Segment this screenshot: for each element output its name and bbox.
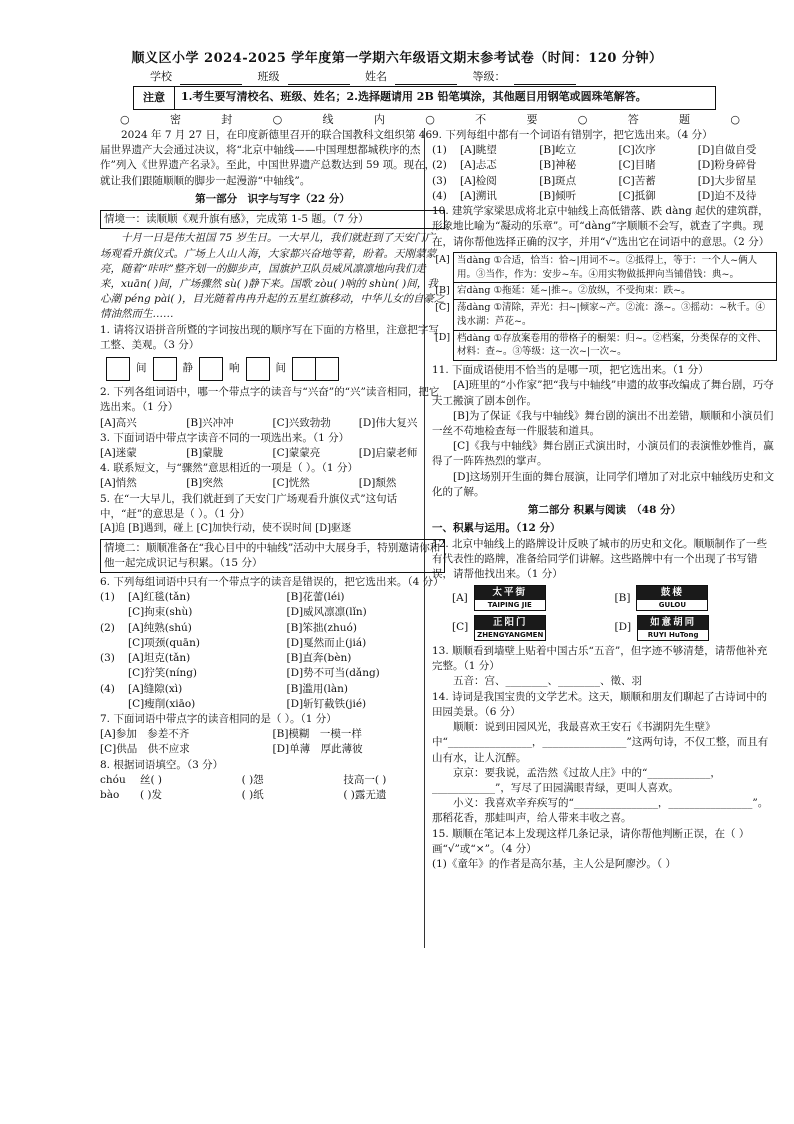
school-field[interactable] xyxy=(180,73,242,85)
q8-stem: 8. 根据词语填空。（3 分） xyxy=(100,758,224,771)
q7-options xyxy=(100,727,445,757)
group-number: (2) xyxy=(100,621,115,634)
option[interactable]: [D]伟大复兴 xyxy=(358,416,418,429)
dict-entry: 荡dàng ①清除，弄光：扫~|倾家~产。②流：涤~。③摇动：~秋千。④浅水湖：芦花~。 xyxy=(454,300,777,331)
q6-group-4 xyxy=(100,682,445,712)
option[interactable]: [C]项颈(quān) xyxy=(128,636,200,649)
q9-group-1 xyxy=(432,143,777,158)
seal-char: 要 xyxy=(526,113,538,126)
q12-stem: 12. 北京中轴线上的路牌设计反映了城市的历史和文化。顺顺制作了一些有代表性的路牌，准备给同学们讲解。这些路牌中有一个出现了书写错误，请帮他找出来。（1 分） xyxy=(432,537,768,580)
student-info-line xyxy=(150,69,750,85)
option[interactable]: [B]花蕾(léi) xyxy=(286,591,345,604)
grid-char: 静 xyxy=(182,362,193,375)
name-field[interactable] xyxy=(395,73,457,85)
sign-pinyin: GULOU xyxy=(658,600,687,609)
option[interactable]: [D]启蒙老师 xyxy=(358,446,418,459)
fill-blank[interactable]: ( )露无遗 xyxy=(343,789,387,802)
option[interactable]: [B]突然 xyxy=(186,477,224,490)
dict-row xyxy=(432,283,777,300)
option[interactable]: [A]忐忑 xyxy=(460,159,497,172)
q2-options xyxy=(100,416,445,431)
option[interactable]: [C]拘束(shù) xyxy=(128,606,193,619)
class-field[interactable] xyxy=(288,73,350,85)
q14-stem: 14. 诗词是我国宝贵的文学艺术。这天，顺顺和朋友们聊起了古诗词中的田园美景。（6 分） xyxy=(432,690,768,718)
q1-writing-grid xyxy=(106,357,445,381)
q7-stem: 7. 下面词语中带点字的读音相同的是（ ）。（1 分） xyxy=(100,712,337,725)
option[interactable]: [A]红毯(tǎn) xyxy=(128,591,191,604)
option[interactable]: [B]倾听 xyxy=(539,189,577,202)
right-column xyxy=(432,128,777,872)
grade-field[interactable] xyxy=(514,73,576,85)
q13-stem: 13. 顺顺看到墙壁上贴着中国古乐“五音”，但字迹不够清楚，请帮他补充完整。（1 分） xyxy=(432,644,768,673)
option[interactable]: [D]大步留星 xyxy=(697,174,757,187)
group-number: (3) xyxy=(100,652,115,665)
option[interactable]: [C]次序 xyxy=(618,144,656,157)
option[interactable]: [C]兴致勃勃 xyxy=(272,416,331,429)
q3-options xyxy=(100,446,445,461)
option[interactable]: [A]眺望 xyxy=(460,144,497,157)
option[interactable]: [B]直奔(bèn) xyxy=(286,652,352,665)
grid-char: 间 xyxy=(275,362,286,375)
option[interactable]: [D]迫不及待 xyxy=(697,189,757,202)
q6-group-3 xyxy=(100,651,445,681)
option[interactable]: [A]高兴 xyxy=(100,416,137,429)
option[interactable]: [B]神秘 xyxy=(539,159,577,172)
seal-line xyxy=(120,112,740,128)
school-label: 学校 xyxy=(150,70,172,83)
exam-title: 顺义区小学 2024-2025 学年度第一学期六年级语文期末参考试卷（时间：120 分钟） xyxy=(131,51,663,66)
grade-label: 等级： xyxy=(472,70,506,83)
option[interactable]: [A]班里的“小作家”把“我与中轴线”申遗的故事改编成了舞台剧，巧夺天工搬演了剧本创作。 xyxy=(432,379,774,407)
grid-char: 响 xyxy=(229,362,240,375)
situation1-box: 情境一：读顺顺《观升旗有感》，完成第 1-5 题。（7 分） xyxy=(100,210,445,229)
fill-blank[interactable]: ( )发 xyxy=(140,789,163,802)
seal-char: 内 xyxy=(373,113,385,126)
sign-chinese: 如意胡同 xyxy=(638,616,708,630)
option[interactable]: [C]蒙蒙亮 xyxy=(272,446,321,459)
option[interactable]: [D]这场别开生面的舞台展演，让同学们增加了对北京中轴线历史和文化的了解。 xyxy=(432,470,775,498)
q3-stem: 3. 下面词语中带点字读音不同的一项选出来。（1 分） xyxy=(100,431,350,444)
seal-char: 不 xyxy=(475,113,487,126)
street-sign xyxy=(474,585,546,611)
q10-dictionary-table xyxy=(432,252,777,361)
q9-group-2 xyxy=(432,158,777,173)
option[interactable]: [C]苦蓄 xyxy=(618,174,656,187)
option[interactable]: [C]狞笑(níng) xyxy=(128,667,198,680)
q9-group-3 xyxy=(432,174,777,189)
street-sign-option[interactable] xyxy=(452,615,615,641)
dict-entry: 当dàng ①合适，恰当：恰~|用词不~。②抵得上，等于：一个人~俩人用。③当作，作为：安步~车。④用实物做抵押向当铺借钱：典~。 xyxy=(454,252,777,283)
q8-row-chou xyxy=(100,773,445,788)
pinyin: bào xyxy=(100,789,120,802)
option-letter: [B] xyxy=(614,591,631,604)
option[interactable]: [A]悄然 xyxy=(100,477,137,490)
option[interactable]: [A]检阅 xyxy=(460,174,497,187)
option[interactable]: [B]为了保证《我与中轴线》舞台剧的演出不出差错，顺顺和小演员们一丝不苟地检查每一件服装和道具。 xyxy=(432,409,774,437)
q6-group-2 xyxy=(100,621,445,651)
fill-blank[interactable]: ( )怨 xyxy=(241,773,264,786)
option[interactable]: [A]纯熟(shú) xyxy=(128,621,192,634)
fill-blank[interactable]: 丝( ) xyxy=(140,773,163,786)
option[interactable]: [D]粉身碎骨 xyxy=(697,159,757,172)
street-sign-option[interactable] xyxy=(615,585,778,611)
writing-box[interactable] xyxy=(316,357,339,381)
writing-box[interactable] xyxy=(292,357,316,381)
q11-stem: 11. 下面成语使用不恰当的是哪一项，把它选出来。（1 分） xyxy=(432,364,709,377)
q2-stem: 2. 下列各组词语中，哪一个带点字的读音与“兴奋”的“兴”读音相同，把它选出来。（1 分） xyxy=(100,386,440,414)
q6-stem: 6. 下列每组词语中只有一个带点字的读音是错误的，把它选出来。（4 分） xyxy=(100,575,444,588)
q5-stem: 5. 在“一大早儿，我们就赶到了天安门广场观看升旗仪式”这句话中，“赶”的意思是（ ）。（1 分） xyxy=(100,492,398,520)
group-number: (1) xyxy=(100,591,115,604)
option[interactable]: [B]兴冲冲 xyxy=(186,416,234,429)
option[interactable]: [D]戛然而止(jiá) xyxy=(286,636,367,649)
writing-box[interactable] xyxy=(106,357,130,381)
situation2-box: 情境二：顺顺准备在“我心目中的中轴线”活动中大展身手，特别邀请你和他一起完成识记与积累。（15 分） xyxy=(100,539,445,573)
option[interactable]: [D]颓然 xyxy=(358,477,397,490)
q4-options xyxy=(100,476,445,491)
sign-chinese: 正阳门 xyxy=(475,616,545,630)
seal-char: 线 xyxy=(322,113,334,126)
reading-passage: 十月一日是伟大祖国 75 岁生日。一大早儿，我们就赶到了天安门广场观看升旗仪式。广场上人山人海，大家都兴奋地等着，盼着。天刚蒙蒙亮，随着“咔咔”整齐划一的脚步声，国旗护卫队员威风凛凛地向我们走来，xuān( )间，广场骤然 sù( )静下来。国歌 zòu( )响的 shùn( )间，我心潮 péng pài( )，目光随着冉冉升起的五星红旗移动，中华儿女的自豪之情油然而生…… xyxy=(100,232,445,321)
fill-blank[interactable]: 技高一( ) xyxy=(343,773,387,786)
q14-xiaoyi[interactable]: 小义：我喜欢辛弃疾写的“________________，________________”。那稻花香，那蛙叫声，给人带来丰收之喜。 xyxy=(432,797,769,825)
notice-text: 1.考生要写清校名、班级、姓名；2.选择题请用 2B 铅笔填涂，其他题目用钢笔或圆珠笔解答。 xyxy=(181,90,647,103)
q5-options[interactable]: [A]追 [B]遇到，碰上 [C]加快行动，使不误时间 [D]驱逐 xyxy=(100,523,351,535)
pinyin: chóu xyxy=(100,773,126,786)
notice-box xyxy=(133,86,716,110)
option-letter: [A] xyxy=(452,591,468,604)
street-sign xyxy=(474,615,546,641)
option[interactable]: [B]笨拙(zhuó) xyxy=(286,621,357,634)
option[interactable]: [C]目睹 xyxy=(618,159,656,172)
group-number: (1) xyxy=(432,144,447,157)
intro-paragraph: 2024 年 7 月 27 日，在印度新德里召开的联合国教科文组织第 46 届世界遗产大会通过决议，将“北京中轴线——中国理想都城秩序的杰作”列入《世界遗产名录》。至此，中国世界遗产总数达到 59 项。现在，就让我们跟随顺顺的脚步一起漫游“中轴线”。 xyxy=(100,129,436,187)
option[interactable]: [B]模糊 一模一样 xyxy=(272,728,362,741)
subsection-heading: 一、积累与运用。（12 分） xyxy=(432,522,561,535)
option[interactable]: [D]斩钉截铁(jié) xyxy=(286,697,367,710)
sign-pinyin: ZHENGYANGMEN xyxy=(477,630,544,639)
option-letter[interactable]: [A] xyxy=(435,254,450,266)
option[interactable]: [D]自做自受 xyxy=(697,144,757,157)
q15-item-1[interactable]: (1)《童年》的作者是高尔基，主人公是阿廖沙。（ ） xyxy=(432,858,676,871)
q14-shunshun[interactable]: 顺顺：说到田园风光，我最喜欢王安石《书湖阴先生壁》中“________________，________________”这两句诗，不仅工整，而且有山有水，让人沉醉。 xyxy=(432,721,769,764)
option[interactable]: [A]参加 参差不齐 xyxy=(100,728,190,741)
street-sign-option[interactable] xyxy=(615,615,778,641)
q8-row-bao xyxy=(100,788,445,803)
option[interactable]: [A]坦克(tǎn) xyxy=(128,652,191,665)
sign-chinese: 鼓楼 xyxy=(637,586,707,600)
option[interactable]: [B]屹立 xyxy=(539,144,577,157)
option[interactable]: [B]蒙胧 xyxy=(186,446,224,459)
q4-stem: 4. 联系短文，与“骤然”意思相近的一项是（ ）。（1 分） xyxy=(100,462,358,475)
left-column xyxy=(100,128,445,803)
option-letter: [C] xyxy=(452,621,469,634)
q9-group-4 xyxy=(432,189,777,204)
option[interactable]: [C]恍然 xyxy=(272,477,310,490)
part2-heading: 第二部分 积累与阅读 （48 分） xyxy=(527,504,682,517)
dict-row xyxy=(432,300,777,331)
q10-stem: 10. 建筑学家梁思成将北京中轴线上高低错落、跌 dàng 起伏的建筑群，形象地比喻为“凝动的乐章”。可“dàng”字顺顺不会写，就查了字典。现在，请你帮他选择正确的汉字，并用“√”选出它在词语中的意思。（2 分） xyxy=(432,205,770,248)
street-sign xyxy=(636,585,708,611)
q15-stem: 15. 顺顺在笔记本上发现这样几条记录，请你帮他判断正误，在（ ）画“√”或“×”。（4 分） xyxy=(432,827,750,855)
q6-group-1 xyxy=(100,590,445,620)
seal-char: 密 xyxy=(169,113,181,126)
seal-mark: ○ xyxy=(577,113,588,126)
group-number: (4) xyxy=(432,189,447,202)
q12-street-signs xyxy=(452,585,777,641)
grid-char: 间 xyxy=(136,362,147,375)
option[interactable]: [C]瘦削(xiāo) xyxy=(128,697,196,710)
dict-entry: 档dàng ①存放案卷用的带格子的橱架：归~。②档案，分类保存的文件、材料：查~。③等级：这一次~|一次~。 xyxy=(454,330,777,361)
option[interactable]: [A]迷蒙 xyxy=(100,446,137,459)
dict-row xyxy=(432,252,777,283)
seal-char: 题 xyxy=(679,113,691,126)
option[interactable]: [B]滥用(làn) xyxy=(286,682,348,695)
group-number: (3) xyxy=(432,174,447,187)
option[interactable]: [D]势不可当(dǎng) xyxy=(286,667,380,680)
seal-char: 答 xyxy=(627,113,639,126)
option-letter: [D] xyxy=(614,621,632,634)
fill-blank[interactable]: ( )纸 xyxy=(241,789,264,802)
option-letter[interactable]: [B] xyxy=(435,284,450,296)
sign-pinyin: TAIPING JIE xyxy=(487,600,532,609)
writing-box[interactable] xyxy=(199,357,223,381)
writing-box[interactable] xyxy=(246,357,270,381)
option[interactable]: [C]抵御 xyxy=(618,189,656,202)
seal-mark: ○ xyxy=(730,113,740,126)
q1-stem: 1. 请将汉语拼音所暨的字词按出现的顺序写在下面的方格里，注意把字写工整、美观。（3 分） xyxy=(100,323,439,351)
option[interactable]: [C]《我与中轴线》舞台剧正式演出时，小演员们的表演惟妙惟肖，赢得了一阵阵热烈的掌声。 xyxy=(432,440,774,468)
seal-mark: ○ xyxy=(425,113,435,126)
part1-heading: 第一部分 识字与写字（22 分） xyxy=(195,192,350,205)
option-letter[interactable]: [C] xyxy=(435,301,450,313)
writing-box[interactable] xyxy=(153,357,177,381)
option[interactable]: [A]溯讯 xyxy=(460,189,497,202)
name-label: 姓名 xyxy=(365,70,387,83)
option[interactable]: [C]供品 供不应求 xyxy=(100,743,190,756)
seal-mark: ○ xyxy=(120,113,130,126)
group-number: (2) xyxy=(432,159,447,172)
option-letter[interactable]: [D] xyxy=(435,332,451,344)
class-label: 班级 xyxy=(257,70,280,83)
option[interactable]: [B]斑点 xyxy=(539,174,577,187)
q14-jingjing[interactable]: 京京：要我说，孟浩然《过故人庄》中的“____________，____________”，写尽了田园满眼青绿，更叫人喜欢。 xyxy=(432,766,721,794)
seal-char: 封 xyxy=(221,113,233,126)
street-sign xyxy=(637,615,709,641)
street-sign-option[interactable] xyxy=(452,585,615,611)
seal-mark: ○ xyxy=(272,113,283,126)
sign-chinese: 太平街 xyxy=(475,586,545,600)
sign-pinyin: RUYI HuTong xyxy=(647,630,699,639)
group-number: (4) xyxy=(100,682,115,695)
dict-row xyxy=(432,330,777,361)
option[interactable]: [D]威风凛凛(lǐn) xyxy=(286,606,367,619)
option[interactable]: [A]缝隙(xì) xyxy=(128,682,183,695)
dict-entry: 宕dàng ①拖延：延~|推~。②放纵，不受拘束：跌~。 xyxy=(454,283,777,300)
notice-label: 注意 xyxy=(134,87,175,109)
q9-stem: 9. 下列每组中都有一个词语有错别字，把它选出来。（4 分） xyxy=(432,129,713,141)
q13-fill-line[interactable]: 五音：宫、________、________、徵、羽 xyxy=(453,675,642,688)
option[interactable]: [D]单薄 厚此薄彼 xyxy=(272,743,363,756)
